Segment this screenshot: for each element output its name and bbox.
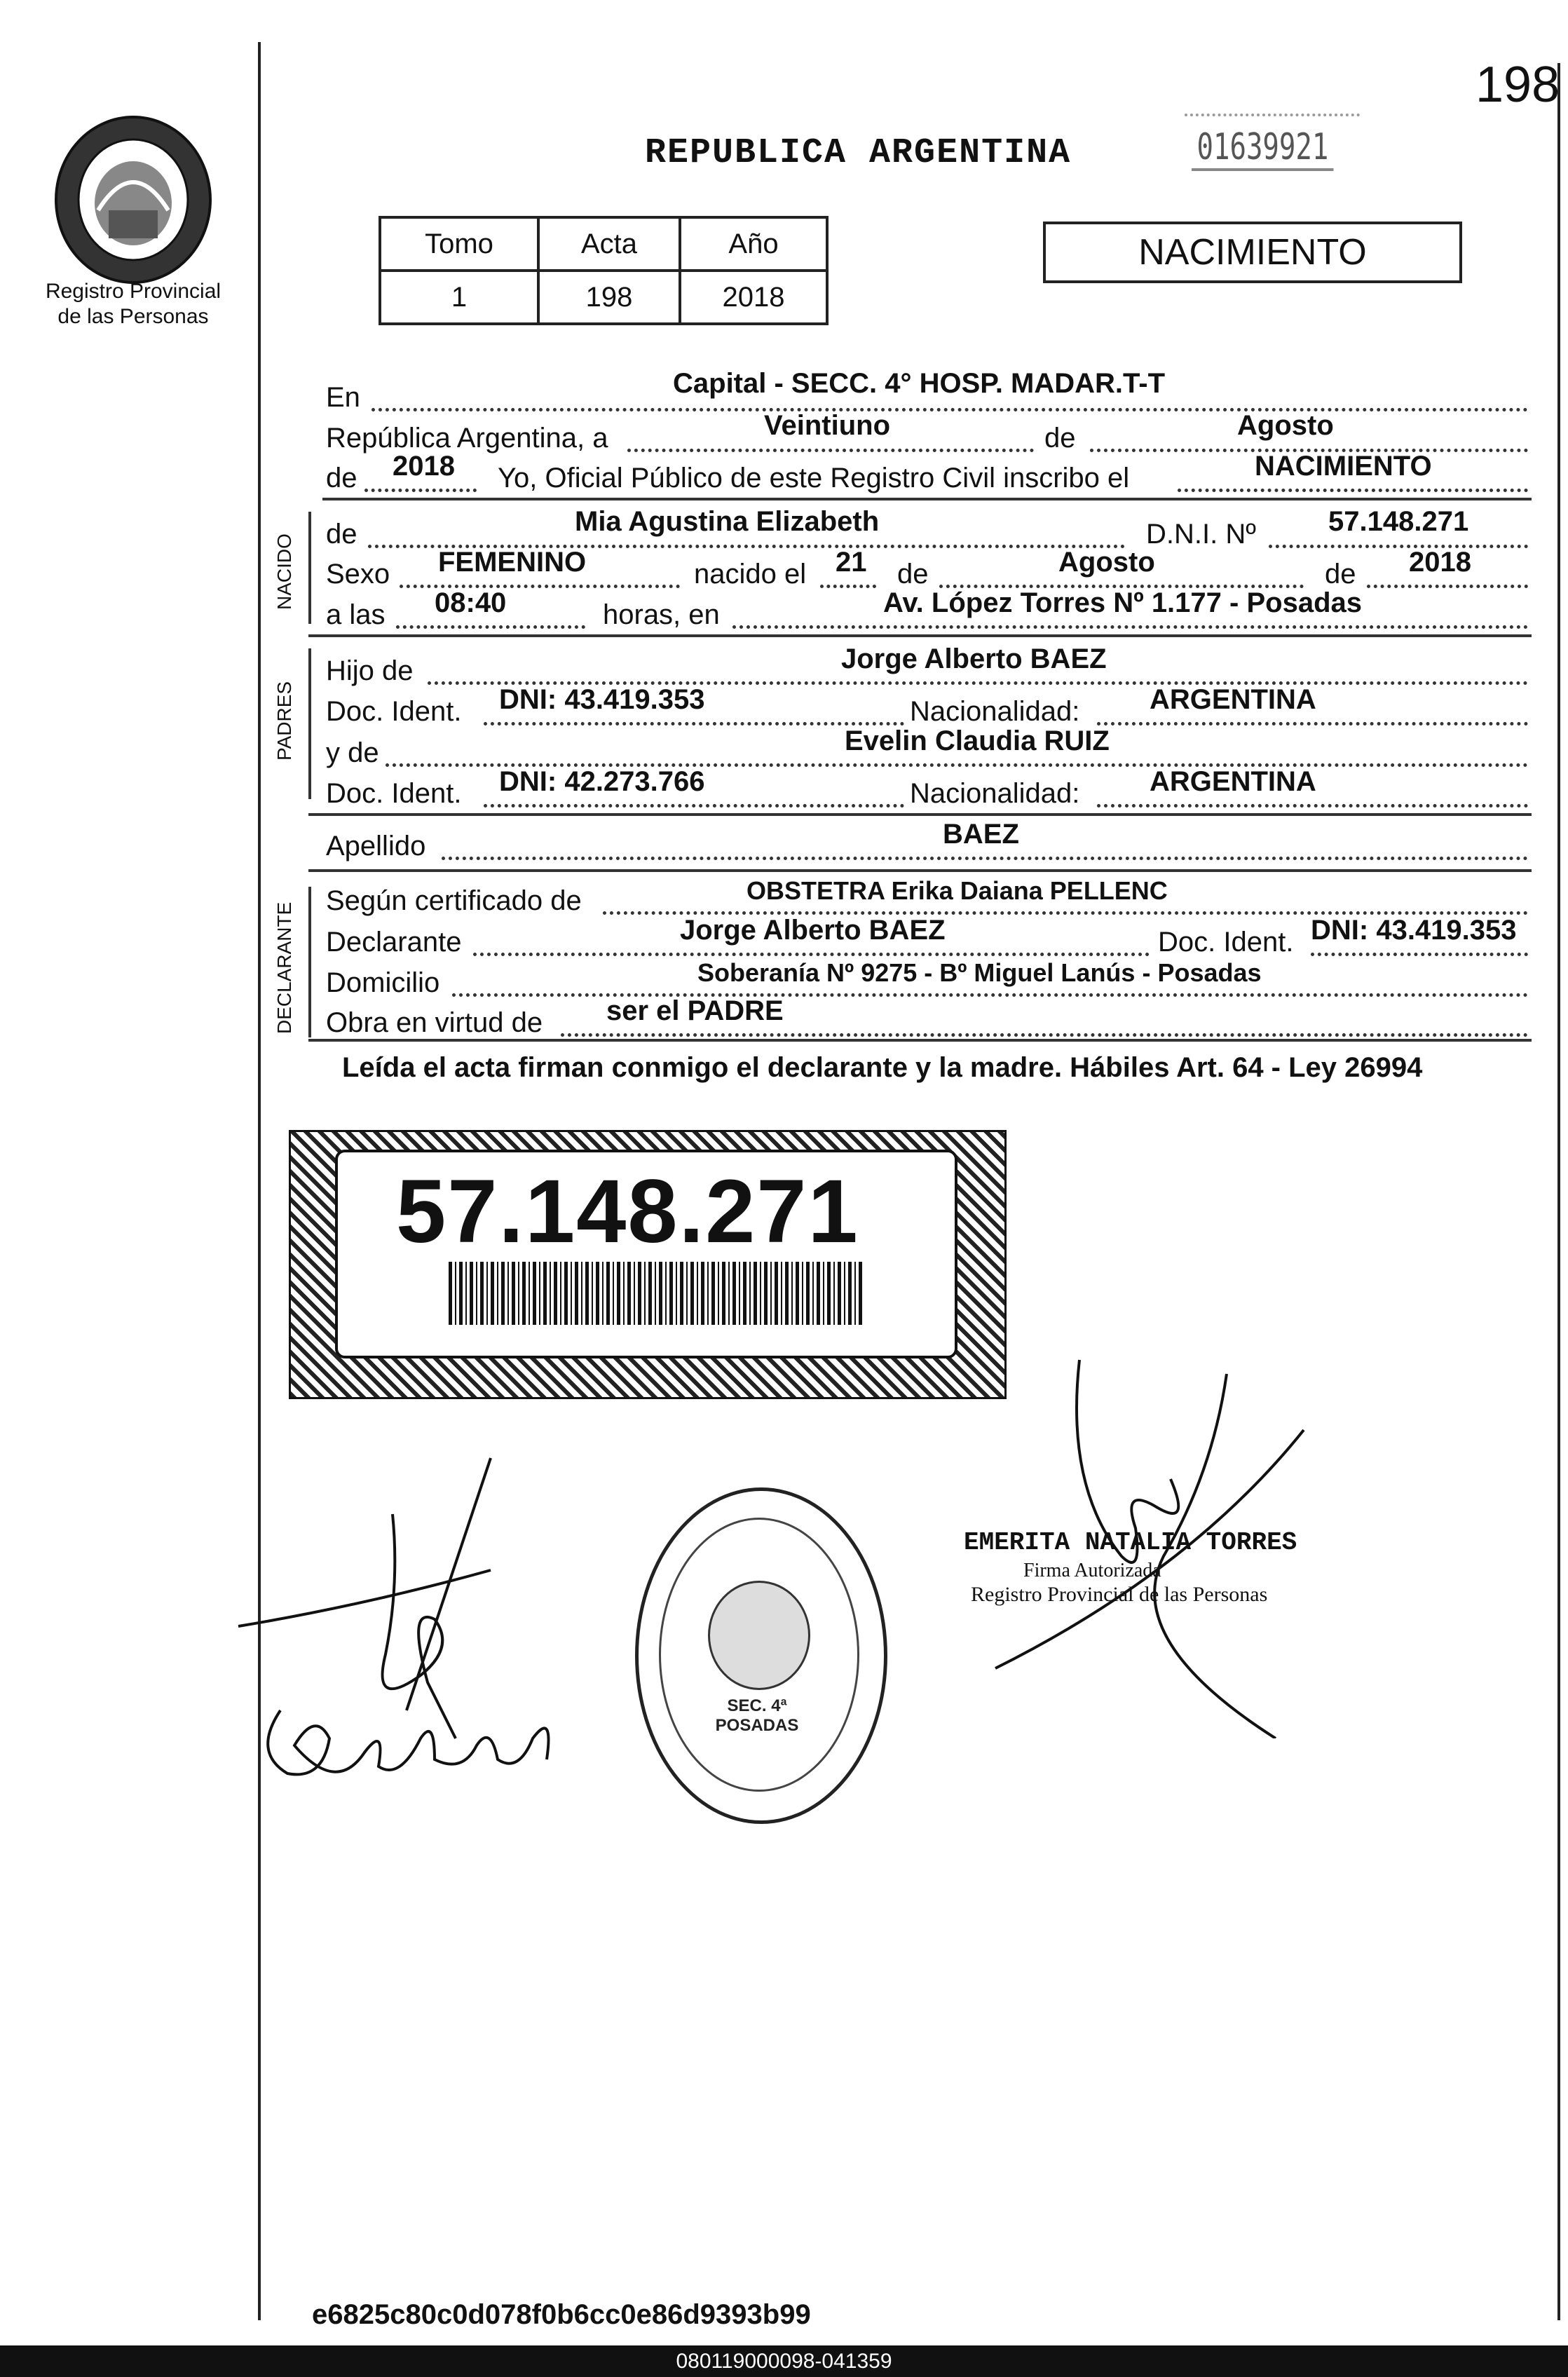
official-department: Registro Provincial de las Personas [971, 1583, 1268, 1606]
value-lugar: Capital - SECC. 4° HOSP. MADAR.T-T [673, 368, 1166, 399]
official-name: EMERITA NATALIA TORRES [964, 1528, 1297, 1557]
dotted-line [1097, 804, 1528, 808]
dotted-line [364, 489, 477, 492]
barcode [449, 1262, 862, 1325]
right-margin-line [1557, 63, 1560, 2320]
seal-emblem [708, 1581, 810, 1690]
label-doc-ident-decl: Doc. Ident. [1158, 927, 1294, 958]
register-value-row [380, 271, 827, 324]
dotted-line [396, 625, 585, 629]
dotted-line [561, 1033, 1528, 1037]
value-anio-nac: 2018 [1409, 547, 1471, 578]
label-y-de: y de [326, 737, 379, 768]
dni-stamp-number: 57.148.271 [396, 1162, 859, 1262]
label-nacionalidad-2: Nacionalidad: [910, 778, 1080, 809]
value-padre-nac: ARGENTINA [1150, 684, 1316, 715]
section-divider [308, 813, 1532, 816]
section-bracket [308, 648, 311, 799]
label-de-dia: de [897, 559, 929, 590]
section-divider [308, 869, 1532, 872]
dotted-line [820, 585, 876, 588]
logo-caption-line1: Registro Provincial [45, 280, 221, 303]
dotted-line [1367, 585, 1528, 588]
dotted-line [484, 804, 904, 808]
register-header-tomo: Tomo [380, 217, 538, 271]
label-apellido: Apellido [326, 831, 426, 861]
value-apellido: BAEZ [943, 819, 1019, 850]
label-yo-oficial: Yo, Oficial Público de este Registro Civil inscribo el [498, 463, 1130, 493]
register-header-anio: Año [680, 217, 827, 271]
value-madre-nac: ARGENTINA [1150, 766, 1316, 797]
section-divider [308, 634, 1532, 637]
dotted-line [1311, 953, 1528, 956]
label-republica: República Argentina, a [326, 423, 608, 454]
value-anio: 2018 [393, 451, 455, 482]
label-hijo-de: Hijo de [326, 655, 414, 686]
document-hash: e6825c80c0d078f0b6cc0e86d9393b99 [312, 2299, 811, 2330]
value-madre: Evelin Claudia RUIZ [845, 726, 1110, 756]
serial-number: 01639921 [1192, 126, 1334, 171]
register-value-acta: 198 [538, 271, 680, 324]
side-label-declarante: DECLARANTE [273, 901, 295, 1034]
register-value-tomo: 1 [380, 271, 538, 324]
label-en: En [326, 382, 360, 413]
logo-caption [28, 279, 238, 329]
section-bracket [308, 512, 311, 624]
dotted-line [371, 408, 1528, 411]
register-value-anio: 2018 [680, 271, 827, 324]
value-dni: 57.148.271 [1328, 506, 1469, 537]
label-obra-en-virtud: Obra en virtud de [326, 1007, 543, 1038]
label-nacido-el: nacido el [694, 559, 807, 590]
value-nombre: Mia Agustina Elizabeth [575, 506, 880, 537]
label-declarante: Declarante [326, 927, 462, 958]
value-madre-doc: DNI: 42.273.766 [499, 766, 705, 797]
label-doc-ident-2: Doc. Ident. [326, 778, 462, 809]
value-declarante-doc: DNI: 43.419.353 [1311, 915, 1517, 946]
label-horas-en: horas, en [603, 599, 720, 630]
father-signature [224, 1444, 617, 1840]
value-dia-letras: Veintiuno [764, 410, 890, 441]
closing-statement: Leída el acta firman conmigo el declarante y la madre. Hábiles Art. 64 - Ley 26994 [342, 1052, 1423, 1083]
label-de-start: de [326, 463, 357, 493]
label-segun-certificado: Según certificado de [326, 885, 582, 916]
register-header-acta: Acta [538, 217, 680, 271]
value-sexo: FEMENINO [438, 547, 587, 578]
label-a-las: a las [326, 599, 386, 630]
dotted-line [1178, 489, 1528, 492]
provincial-emblem-logo [49, 112, 217, 287]
dotted-line [484, 722, 904, 726]
official-title: Firma Autorizada [1023, 1560, 1161, 1581]
label-sexo: Sexo [326, 559, 390, 590]
label-de-mid: de [1044, 423, 1076, 454]
value-padre-doc: DNI: 43.419.353 [499, 684, 705, 715]
serial-decoration [1185, 114, 1360, 119]
register-table [379, 216, 829, 325]
value-dia-nac: 21 [836, 547, 867, 578]
section-bracket [308, 887, 311, 1037]
label-domicilio: Domicilio [326, 967, 440, 998]
dotted-line [473, 953, 1150, 956]
value-acto: NACIMIENTO [1255, 451, 1432, 482]
dotted-line [1097, 722, 1528, 726]
left-margin-line [258, 42, 261, 2320]
value-mes: Agosto [1237, 410, 1334, 441]
label-de-mes: de [1325, 559, 1356, 590]
label-dni: D.N.I. Nº [1146, 519, 1256, 550]
value-obra: ser el PADRE [606, 995, 784, 1026]
label-doc-ident-1: Doc. Ident. [326, 696, 462, 727]
value-domicilio: Soberanía Nº 9275 - Bº Miguel Lanús - Posadas [697, 958, 1262, 987]
footer-code: 080119000098-041359 [0, 2345, 1568, 2377]
value-hora: 08:40 [435, 587, 507, 618]
page-number: 198 [1475, 57, 1560, 113]
section-divider [308, 1039, 1532, 1042]
side-label-padres: PADRES [273, 681, 295, 761]
value-mes-nac: Agosto [1058, 547, 1155, 578]
value-certificado: OBSTETRA Erika Daiana PELLENC [746, 876, 1168, 905]
label-de-nombre: de [326, 519, 357, 550]
value-padre: Jorge Alberto BAEZ [841, 643, 1107, 674]
dotted-line [442, 857, 1528, 860]
value-lugar-nac: Av. López Torres Nº 1.177 - Posadas [883, 587, 1362, 618]
logo-caption-line2: de las Personas [57, 305, 209, 328]
seal-text: SEC. 4ª POSADAS [715, 1696, 799, 1735]
register-header-row [380, 217, 827, 271]
section-divider [322, 498, 1532, 500]
label-nacionalidad-1: Nacionalidad: [910, 696, 1080, 727]
side-label-nacido: NACIDO [273, 533, 295, 610]
document-title: REPUBLICA ARGENTINA [645, 133, 1072, 173]
dotted-line [1269, 545, 1528, 548]
document-type-box: NACIMIENTO [1043, 222, 1462, 283]
dotted-line [627, 449, 1034, 452]
dotted-line [732, 625, 1528, 629]
value-declarante: Jorge Alberto BAEZ [680, 915, 946, 946]
